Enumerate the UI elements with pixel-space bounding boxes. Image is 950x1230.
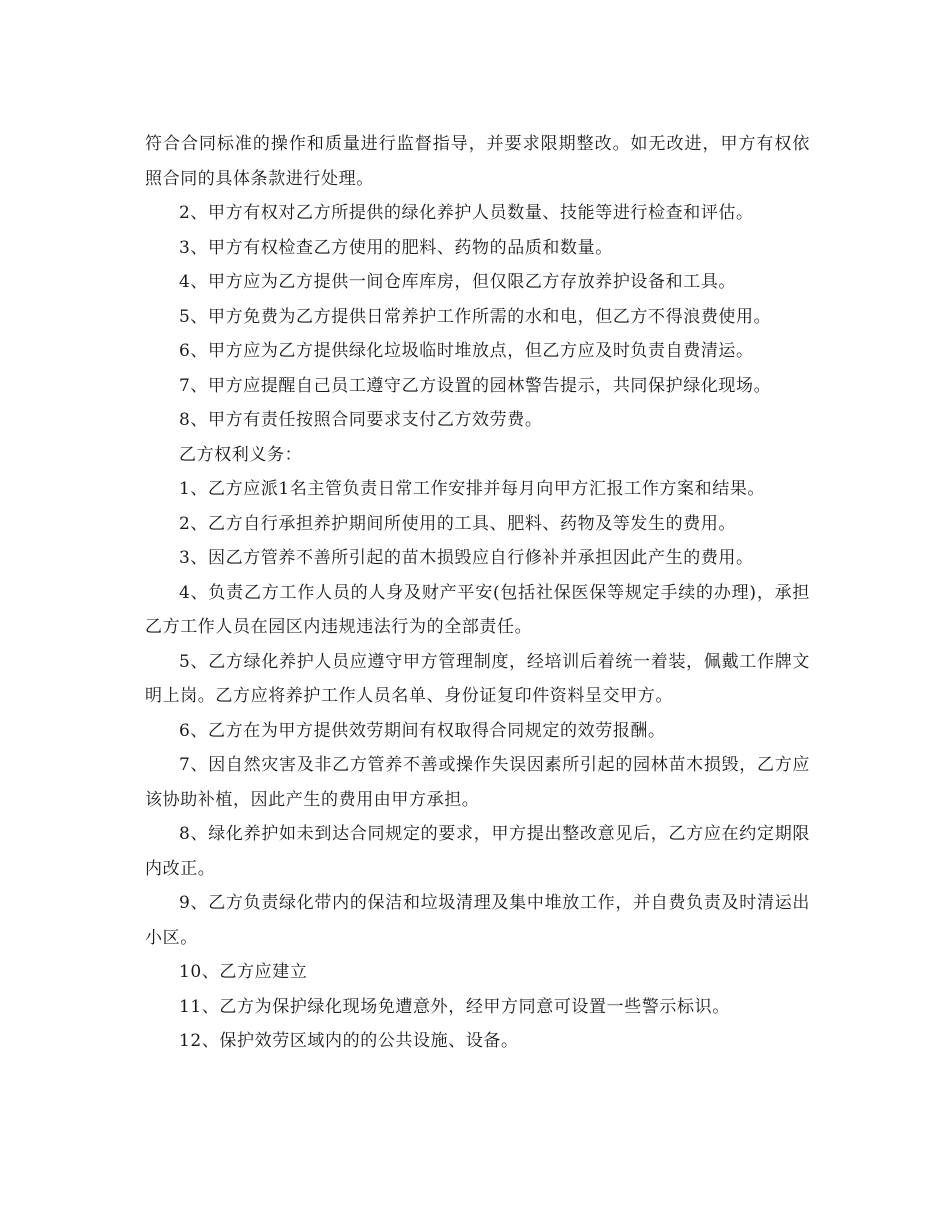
paragraph-party-b-item-10: 10、乙方应建立: [179, 962, 308, 982]
paragraph-party-a-item-4: 4、甲方应为乙方提供一间仓库库房，但仅限乙方存放养护设备和工具。: [179, 272, 737, 292]
paragraph-party-b-item-11: 11、乙方为保护绿化现场免遭意外，经甲方同意可设置一些警示标识。: [179, 996, 730, 1017]
paragraph-party-b-item-12: 12、保护效劳区域内的的公共设施、设备。: [179, 1031, 519, 1051]
paragraph-party-b-item-7: 7、因自然灾害及非乙方管养不善或操作失误因素所引起的园林苗木损毁，乙方应该协助补植，因此产生的费用由甲方承担。: [145, 755, 810, 810]
paragraph-party-b-item-2: 2、乙方自行承担养护期间所使用的工具、肥料、药物及等发生的费用。: [179, 513, 737, 534]
paragraph-party-b-item-5: 5、乙方绿化养护人员应遵守甲方管理制度，经培训后着统一着装，佩戴工作牌文明上岗。乙方应将养护工作人员名单、身份证复印件资料呈交甲方。: [145, 651, 810, 706]
document-body: [145, 127, 810, 1059]
paragraph-party-b-item-9: 9、乙方负责绿化带内的保洁和垃圾清理及集中堆放工作，并自费负责及时清运出小区。: [145, 893, 810, 948]
paragraph-party-b-item-6: 6、乙方在为甲方提供效劳期间有权取得合同规定的效劳报酬。: [179, 720, 666, 741]
paragraph-party-a-item-6: 6、甲方应为乙方提供绿化垃圾临时堆放点，但乙方应及时负责自费清运。: [179, 341, 754, 361]
paragraph-party-a-item-5: 5、甲方免费为乙方提供日常养护工作所需的水和电，但乙方不得浪费使用。: [179, 306, 772, 327]
paragraph-party-b-item-8: 8、绿化养护如未到达合同规定的要求，甲方提出整改意见后，乙方应在约定期限内改正。: [145, 824, 810, 879]
section-heading-party-b: 乙方权利义务：: [179, 444, 303, 465]
paragraph-continuation: 符合合同标准的操作和质量进行监督指导，并要求限期整改。如无改进，甲方有权依照合同的具体条款进行处理。: [145, 134, 810, 189]
paragraph-party-b-item-3: 3、因乙方管养不善所引起的苗木损毁应自行修补并承担因此产生的费用。: [179, 548, 754, 568]
paragraph-party-a-item-8: 8、甲方有责任按照合同要求支付乙方效劳费。: [179, 410, 543, 430]
paragraph-party-b-item-4: 4、负责乙方工作人员的人身及财产平安(包括社保医保等规定手续的办理)，承担乙方工作人员在园区内违规违法行为的全部责任。: [145, 582, 810, 637]
paragraph-party-b-item-1: 1、乙方应派1名主管负责日常工作安排并每月向甲方汇报工作方案和结果。: [179, 479, 766, 499]
paragraph-party-a-item-7: 7、甲方应提醒自己员工遵守乙方设置的园林警告提示，共同保护绿化现场。: [179, 375, 772, 396]
paragraph-party-a-item-3: 3、甲方有权检查乙方使用的肥料、药物的品质和数量。: [179, 237, 613, 258]
paragraph-party-a-item-2: 2、甲方有权对乙方所提供的绿化养护人员数量、技能等进行检查和评估。: [179, 203, 754, 223]
